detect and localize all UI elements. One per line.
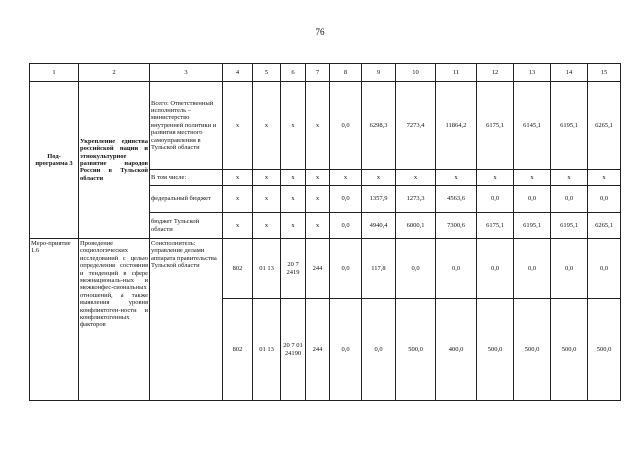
measure-title: Меро-приятие 1.6 — [30, 239, 79, 401]
table-cell: 0,0 — [330, 299, 362, 401]
table-cell: 0,0 — [588, 186, 621, 213]
table-cell: 0,0 — [330, 186, 362, 213]
page-number: 76 — [315, 27, 325, 37]
measure-description: Проведение социологических исследований с целью определения состояния и тенденций в сфере межнациональ-ных и межконфес-сиональных отношений, а также выявления уровня конфликтоген-ности и конфликтогенных факторов — [79, 239, 150, 401]
table-cell: 500,0 — [396, 299, 436, 401]
table-cell: 802 — [223, 239, 253, 299]
table-cell: 20 7 2419 — [281, 239, 306, 299]
header-cell: 4 — [223, 64, 253, 82]
table-cell: x — [223, 82, 253, 170]
table-cell: 500,0 — [551, 299, 588, 401]
table-cell: 0,0 — [362, 299, 396, 401]
table-cell: x — [281, 186, 306, 213]
table-cell: x — [306, 170, 330, 186]
table-cell: 4563,6 — [436, 186, 477, 213]
table-cell: 500,0 — [588, 299, 621, 401]
header-cell: 9 — [362, 64, 396, 82]
table-cell: x — [223, 213, 253, 239]
table-cell: x — [223, 170, 253, 186]
table-cell: 6000,1 — [396, 213, 436, 239]
table-cell: x — [306, 213, 330, 239]
header-row — [30, 64, 621, 82]
table-cell: 0,0 — [477, 239, 514, 299]
row-label: В том числе: — [150, 170, 223, 186]
table-cell: x — [306, 186, 330, 213]
table-cell: 0,0 — [551, 186, 588, 213]
subprogram-name: Укрепление единства российской нации и этнокультурное развитие народов России в Тульской области — [79, 82, 150, 239]
header-cell: 14 — [551, 64, 588, 82]
table-cell: 0,0 — [477, 186, 514, 213]
table-cell: 0,0 — [514, 239, 551, 299]
table-cell: x — [514, 170, 551, 186]
table-cell: 20 7 01 24190 — [281, 299, 306, 401]
table-cell: x — [281, 213, 306, 239]
table-cell: 1357,9 — [362, 186, 396, 213]
table-cell: 0,0 — [396, 239, 436, 299]
table-cell: 0,0 — [514, 186, 551, 213]
table-cell: x — [396, 170, 436, 186]
subprogram-title: Под-программа 3 — [30, 82, 79, 239]
table-cell: 01 13 — [253, 239, 281, 299]
table-cell: 244 — [306, 299, 330, 401]
table-cell: 7300,6 — [436, 213, 477, 239]
table-cell: x — [253, 186, 281, 213]
header-cell: 6 — [281, 64, 306, 82]
table-cell: 6195,1 — [551, 213, 588, 239]
table-cell: x — [306, 82, 330, 170]
table-cell: 6145,1 — [514, 82, 551, 170]
table-cell: x — [253, 82, 281, 170]
table-cell: x — [551, 170, 588, 186]
table-cell: x — [330, 170, 362, 186]
header-cell: 15 — [588, 64, 621, 82]
table-cell: 0,0 — [588, 239, 621, 299]
table-cell: x — [281, 170, 306, 186]
table-cell: 244 — [306, 239, 330, 299]
header-cell: 3 — [150, 64, 223, 82]
header-cell: 13 — [514, 64, 551, 82]
table-cell: 117,8 — [362, 239, 396, 299]
table-cell: 802 — [223, 299, 253, 401]
table-cell: 0,0 — [330, 239, 362, 299]
budget-table — [29, 63, 621, 401]
table-row — [30, 82, 621, 170]
table-cell: 6265,1 — [588, 82, 621, 170]
row-label: федеральный бюджет — [150, 186, 223, 213]
table-cell: 500,0 — [514, 299, 551, 401]
row-label: бюджет Тульской области — [150, 213, 223, 239]
table-cell: x — [253, 213, 281, 239]
header-cell: 11 — [436, 64, 477, 82]
table-cell: 6195,1 — [514, 213, 551, 239]
header-cell: 7 — [306, 64, 330, 82]
header-cell: 5 — [253, 64, 281, 82]
table-cell: 0,0 — [330, 82, 362, 170]
table-cell: x — [362, 170, 396, 186]
table-cell: 400,0 — [436, 299, 477, 401]
header-cell: 8 — [330, 64, 362, 82]
table-cell: x — [477, 170, 514, 186]
table-cell: 6175,1 — [477, 82, 514, 170]
header-cell: 12 — [477, 64, 514, 82]
table-cell: 11864,2 — [436, 82, 477, 170]
table-cell: 0,0 — [436, 239, 477, 299]
co-executor: Соисполнитель: управление делами аппарата правительства Тульской области — [150, 239, 223, 401]
table-cell: x — [588, 170, 621, 186]
table-cell: 0,0 — [330, 213, 362, 239]
table-cell: 7273,4 — [396, 82, 436, 170]
table-cell: 6298,3 — [362, 82, 396, 170]
header-cell: 10 — [396, 64, 436, 82]
table-cell: x — [253, 170, 281, 186]
table-cell: 6195,1 — [551, 82, 588, 170]
table-cell: 4940,4 — [362, 213, 396, 239]
table-cell: 01 13 — [253, 299, 281, 401]
row-label: Всего: Ответственный исполнитель – министерство внутренней политики и развития местного самоуправления в Тульской области — [150, 82, 223, 170]
table-cell: 1273,3 — [396, 186, 436, 213]
table-cell: 6265,1 — [588, 213, 621, 239]
table-cell: x — [281, 82, 306, 170]
table-cell: x — [436, 170, 477, 186]
table-cell: 500,0 — [477, 299, 514, 401]
table-row — [30, 239, 621, 299]
header-cell: 2 — [79, 64, 150, 82]
table-cell: 6175,1 — [477, 213, 514, 239]
header-cell: 1 — [30, 64, 79, 82]
table-cell: 0,0 — [551, 239, 588, 299]
table-cell: x — [223, 186, 253, 213]
